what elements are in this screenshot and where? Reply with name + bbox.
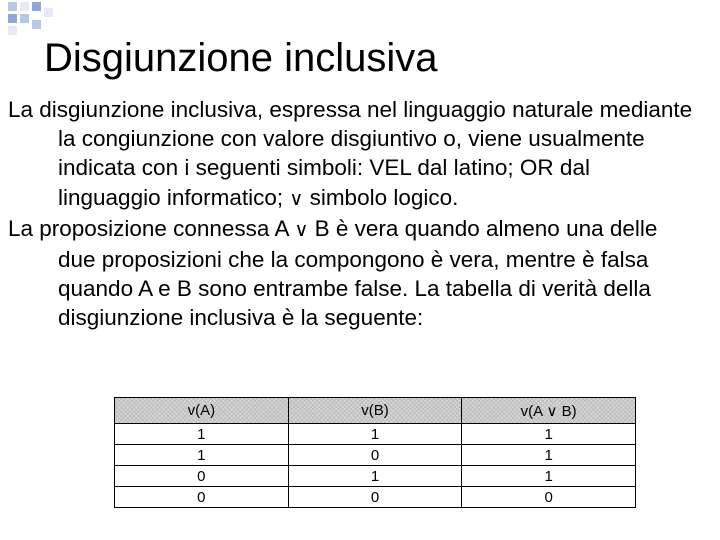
- paragraph-definition-text: La disgiunzione inclusiva, espressa nel linguaggio naturale mediante la congiunzione con valore disgiuntivo o, viene usualmente indicata con i seguenti simboli: VEL dal latino; OR dal linguaggio informatico;: [8, 97, 693, 210]
- table-cell: 1: [462, 424, 636, 445]
- slide-title: Disgiunzione inclusiva: [44, 36, 438, 80]
- paragraph-truth-text: La proposizione connessa A: [8, 215, 295, 241]
- table-cell: 1: [288, 466, 462, 487]
- table-cell: 1: [115, 424, 289, 445]
- truth-table-container: [114, 397, 636, 508]
- paragraph-truth-condition: [8, 214, 698, 333]
- table-cell: 0: [115, 487, 289, 508]
- paragraph-definition: [8, 95, 698, 214]
- table-cell: 0: [288, 445, 462, 466]
- or-symbol: ∨: [294, 218, 309, 241]
- paragraph-truth-end: B è vera quando almeno una delle due proposizioni che la compongono è vera, mentre è falsa quando A e B sono entrambe false. La tabella di verità della disgiunzione inclusiva è la seguente:: [58, 215, 658, 331]
- table-row: [115, 487, 636, 508]
- table-row: [115, 424, 636, 445]
- table-cell: 1: [288, 424, 462, 445]
- table-cell: 0: [288, 487, 462, 508]
- table-row: [115, 445, 636, 466]
- table-cell: 1: [115, 445, 289, 466]
- table-cell: 0: [462, 487, 636, 508]
- table-cell: 0: [115, 466, 289, 487]
- table-cell: 1: [462, 466, 636, 487]
- header-cell-va: v(A): [115, 398, 289, 424]
- table-cell: 1: [462, 445, 636, 466]
- header-cell-vb: v(B): [288, 398, 462, 424]
- slide-body: [8, 95, 698, 333]
- truth-table-header-row: [115, 398, 636, 424]
- header-cell-va-or-b: v(A ∨ B): [462, 398, 636, 424]
- paragraph-definition-end: simbolo logico.: [303, 184, 459, 210]
- or-symbol: ∨: [289, 187, 304, 210]
- table-row: [115, 466, 636, 487]
- truth-table: [114, 397, 636, 508]
